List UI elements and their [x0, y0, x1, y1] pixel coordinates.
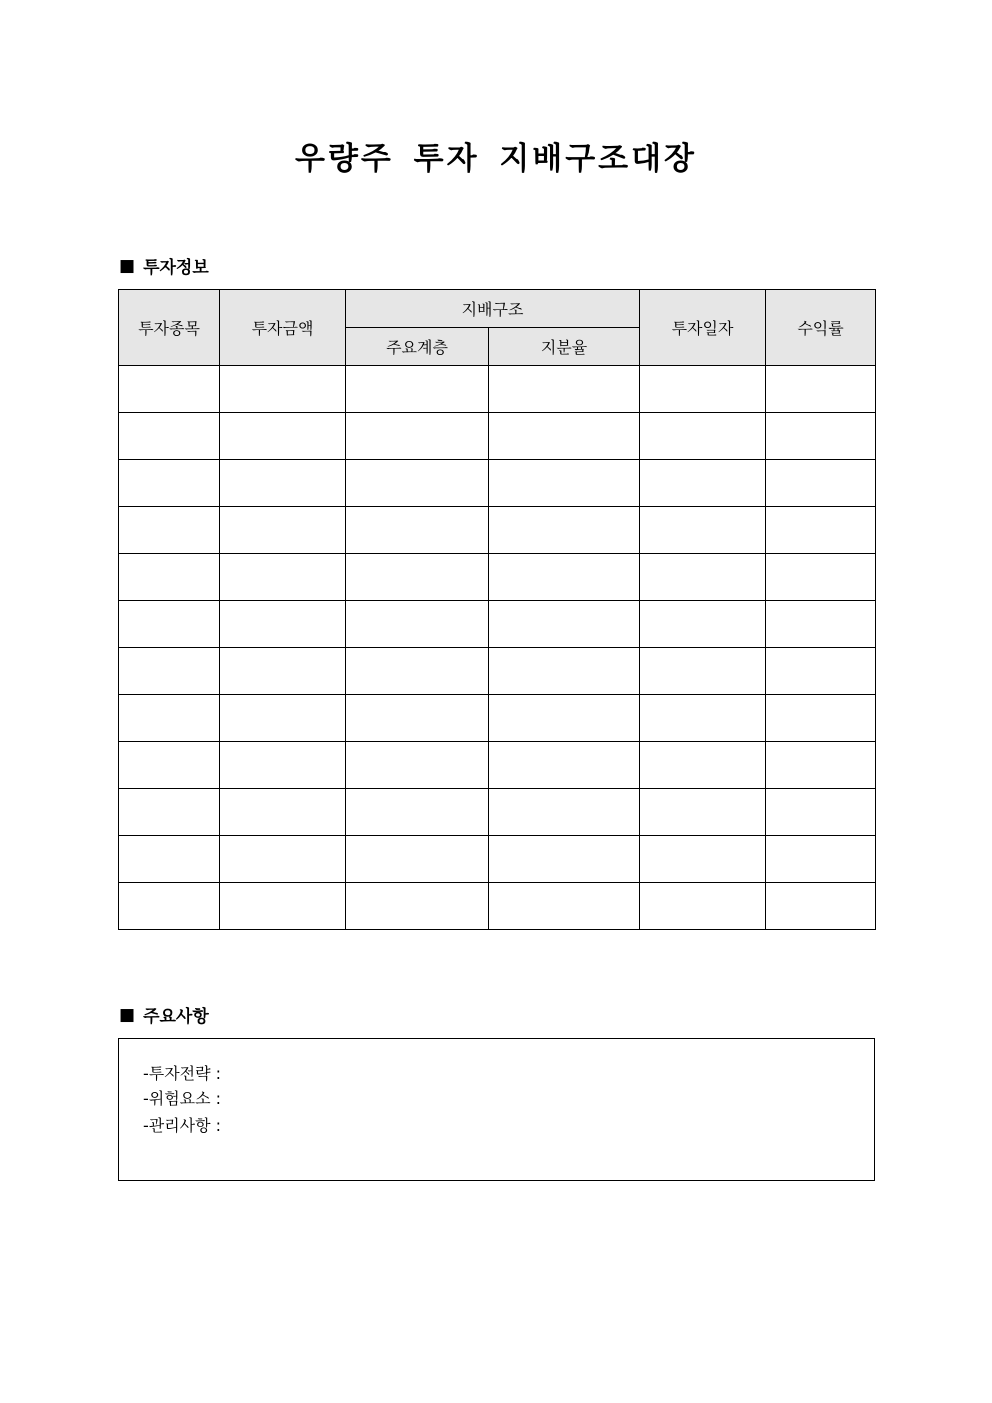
header-share: 지분율	[489, 328, 640, 366]
table-row	[119, 507, 876, 554]
section-heading-label: 투자정보	[143, 258, 209, 278]
cell-layer[interactable]	[346, 648, 489, 695]
cell-date[interactable]	[640, 648, 766, 695]
cell-item[interactable]	[119, 460, 220, 507]
cell-share[interactable]	[489, 366, 640, 413]
cell-date[interactable]	[640, 742, 766, 789]
header-return: 수익률	[766, 290, 876, 366]
cell-item[interactable]	[119, 648, 220, 695]
cell-date[interactable]	[640, 836, 766, 883]
cell-share[interactable]	[489, 507, 640, 554]
note-management: -관리사항 :	[143, 1116, 222, 1135]
cell-return[interactable]	[766, 366, 876, 413]
cell-date[interactable]	[640, 601, 766, 648]
cell-date[interactable]	[640, 883, 766, 930]
table-row	[119, 648, 876, 695]
cell-amount[interactable]	[220, 413, 346, 460]
cell-layer[interactable]	[346, 742, 489, 789]
cell-return[interactable]	[766, 413, 876, 460]
investment-table-body	[119, 366, 876, 930]
cell-date[interactable]	[640, 366, 766, 413]
cell-return[interactable]	[766, 742, 876, 789]
cell-amount[interactable]	[220, 648, 346, 695]
table-row	[119, 366, 876, 413]
cell-date[interactable]	[640, 554, 766, 601]
square-bullet-icon: ■	[119, 1004, 136, 1025]
cell-amount[interactable]	[220, 742, 346, 789]
cell-item[interactable]	[119, 601, 220, 648]
cell-share[interactable]	[489, 648, 640, 695]
notes-box[interactable]	[118, 1038, 875, 1181]
cell-share[interactable]	[489, 695, 640, 742]
cell-layer[interactable]	[346, 601, 489, 648]
cell-item[interactable]	[119, 695, 220, 742]
square-bullet-icon: ■	[119, 255, 136, 276]
note-risk: -위험요소 :	[143, 1089, 222, 1108]
cell-layer[interactable]	[346, 789, 489, 836]
cell-return[interactable]	[766, 695, 876, 742]
cell-return[interactable]	[766, 554, 876, 601]
cell-layer[interactable]	[346, 554, 489, 601]
table-row	[119, 460, 876, 507]
cell-amount[interactable]	[220, 507, 346, 554]
cell-amount[interactable]	[220, 789, 346, 836]
cell-return[interactable]	[766, 648, 876, 695]
cell-date[interactable]	[640, 789, 766, 836]
header-item: 투자종목	[119, 290, 220, 366]
table-row	[119, 742, 876, 789]
cell-layer[interactable]	[346, 836, 489, 883]
cell-return[interactable]	[766, 836, 876, 883]
section-heading-invest	[119, 253, 209, 278]
cell-share[interactable]	[489, 554, 640, 601]
cell-share[interactable]	[489, 789, 640, 836]
header-date: 투자일자	[640, 290, 766, 366]
cell-date[interactable]	[640, 460, 766, 507]
cell-item[interactable]	[119, 554, 220, 601]
table-row	[119, 554, 876, 601]
cell-item[interactable]	[119, 366, 220, 413]
cell-layer[interactable]	[346, 883, 489, 930]
table-row	[119, 789, 876, 836]
cell-amount[interactable]	[220, 695, 346, 742]
cell-share[interactable]	[489, 601, 640, 648]
table-row	[119, 836, 876, 883]
cell-return[interactable]	[766, 883, 876, 930]
cell-amount[interactable]	[220, 601, 346, 648]
cell-date[interactable]	[640, 413, 766, 460]
section-heading-label: 주요사항	[143, 1007, 209, 1027]
cell-item[interactable]	[119, 507, 220, 554]
cell-amount[interactable]	[220, 366, 346, 413]
cell-amount[interactable]	[220, 883, 346, 930]
cell-item[interactable]	[119, 413, 220, 460]
cell-date[interactable]	[640, 507, 766, 554]
cell-return[interactable]	[766, 507, 876, 554]
cell-date[interactable]	[640, 695, 766, 742]
cell-share[interactable]	[489, 742, 640, 789]
cell-item[interactable]	[119, 836, 220, 883]
cell-share[interactable]	[489, 413, 640, 460]
section-heading-notes	[119, 1002, 209, 1027]
table-row	[119, 883, 876, 930]
cell-layer[interactable]	[346, 695, 489, 742]
cell-amount[interactable]	[220, 460, 346, 507]
investment-table	[118, 289, 876, 930]
table-row	[119, 601, 876, 648]
cell-return[interactable]	[766, 460, 876, 507]
cell-item[interactable]	[119, 742, 220, 789]
cell-layer[interactable]	[346, 366, 489, 413]
cell-item[interactable]	[119, 883, 220, 930]
table-row	[119, 695, 876, 742]
cell-share[interactable]	[489, 836, 640, 883]
cell-layer[interactable]	[346, 507, 489, 554]
cell-share[interactable]	[489, 883, 640, 930]
cell-layer[interactable]	[346, 413, 489, 460]
table-row	[119, 413, 876, 460]
cell-return[interactable]	[766, 789, 876, 836]
cell-amount[interactable]	[220, 554, 346, 601]
cell-share[interactable]	[489, 460, 640, 507]
note-strategy: -투자전략 :	[143, 1064, 222, 1083]
page-title: 우량주 투자 지배구조대장	[295, 141, 697, 177]
header-amount: 투자금액	[220, 290, 346, 366]
cell-layer[interactable]	[346, 460, 489, 507]
header-governance: 지배구조	[346, 290, 640, 328]
cell-return[interactable]	[766, 601, 876, 648]
header-layer: 주요계층	[346, 328, 489, 366]
cell-amount[interactable]	[220, 836, 346, 883]
cell-item[interactable]	[119, 789, 220, 836]
